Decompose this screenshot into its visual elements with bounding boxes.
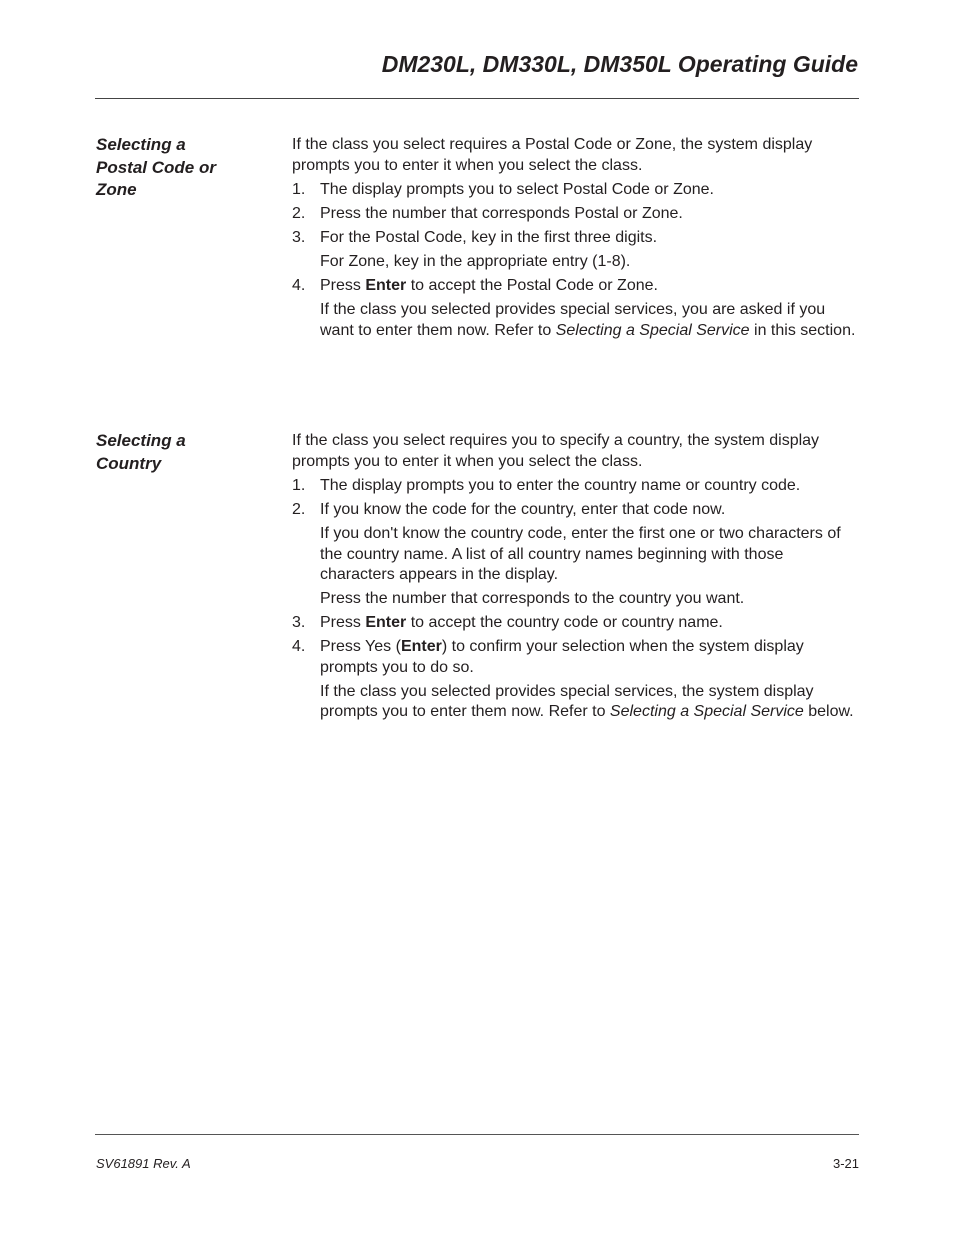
page-number: 3-21 xyxy=(832,1156,859,1171)
step-2-note: If you don't know the country code, enter the first one or two characters of the country name. A list of all country names beginning with those characters appears in the display. xyxy=(320,525,841,583)
step-text: Press the number that corresponds Postal or Zone. xyxy=(320,205,683,222)
step-3-note: For Zone, key in the appropriate entry (1-8). xyxy=(320,253,631,270)
section-heading-line: Zone xyxy=(96,180,137,199)
step-number: 2. xyxy=(292,205,306,222)
cross-reference: Selecting a Special Service xyxy=(555,321,750,339)
step-text xyxy=(320,638,804,676)
step-text: The display prompts you to select Postal Code or Zone. xyxy=(320,181,714,198)
enter-key-label: Enter xyxy=(400,638,442,655)
cross-reference: Selecting a Special Service xyxy=(609,703,804,720)
step-4 xyxy=(292,637,862,678)
step-1 xyxy=(292,180,862,201)
section-body xyxy=(292,135,862,345)
step-number: 3. xyxy=(292,614,306,631)
enter-key-label: Enter xyxy=(365,614,407,631)
step-text-pre: Press Yes ( xyxy=(320,638,401,655)
intro-paragraph: If the class you select requires you to specify a country, the system display prompts you to enter it when you select the class. xyxy=(292,432,820,470)
section-heading xyxy=(96,134,256,202)
step-number: 1. xyxy=(292,181,306,198)
section-heading-line: Selecting a xyxy=(96,135,186,154)
document-revision: SV61891 Rev. A xyxy=(96,1156,191,1171)
step-text-post: to accept the Postal Code or Zone. xyxy=(406,277,658,294)
section-body xyxy=(292,431,862,726)
step-text-pre: Press xyxy=(320,277,366,294)
step-3 xyxy=(292,613,862,634)
note-text-post: in this section. xyxy=(749,321,856,339)
note-text-post: below. xyxy=(803,703,854,720)
intro-paragraph: If the class you select requires a Postal Code or Zone, the system display prompts you to enter it when you select the class. xyxy=(292,136,813,174)
step-2 xyxy=(292,204,862,225)
step-number: 1. xyxy=(292,477,306,494)
step-number: 3. xyxy=(292,229,306,246)
step-4 xyxy=(292,276,862,297)
step-text: If you know the code for the country, enter that code now. xyxy=(320,501,726,518)
step-text: The display prompts you to enter the country name or country code. xyxy=(320,477,801,494)
step-text-pre: Press xyxy=(320,614,366,631)
document-title: DM230L, DM330L, DM350L Operating Guide xyxy=(381,51,858,77)
step-4-note xyxy=(292,300,862,341)
enter-key-label: Enter xyxy=(365,277,407,294)
step-number: 4. xyxy=(292,638,306,655)
step-text-post: ) to confirm your selection when the system display prompts you to do so. xyxy=(320,638,804,676)
step-2 xyxy=(292,500,862,521)
section-heading-line: Selecting a xyxy=(96,431,186,450)
footer-rule xyxy=(95,1134,859,1135)
header-rule xyxy=(95,98,859,99)
step-3 xyxy=(292,228,862,249)
note-text-pre: If the class you selected provides special services, you are asked if you want to enter them now. Refer to xyxy=(320,301,826,339)
section-heading-line: Country xyxy=(96,453,162,473)
step-text-post: to accept the country code or country name. xyxy=(406,614,723,631)
step-1 xyxy=(292,476,862,497)
step-number: 2. xyxy=(292,501,306,518)
step-4-note xyxy=(292,682,862,723)
step-text xyxy=(320,277,658,294)
step-2-note: Press the number that corresponds to the country you want. xyxy=(320,590,745,607)
section-heading-line: Postal Code or xyxy=(96,157,216,177)
step-number: 4. xyxy=(292,277,306,294)
note-text-pre: If the class you selected provides special services, the system display prompts you to enter them now. Refer to xyxy=(320,682,814,720)
step-text xyxy=(320,614,723,631)
section-heading xyxy=(96,430,256,475)
step-text: For the Postal Code, key in the first three digits. xyxy=(320,229,658,246)
